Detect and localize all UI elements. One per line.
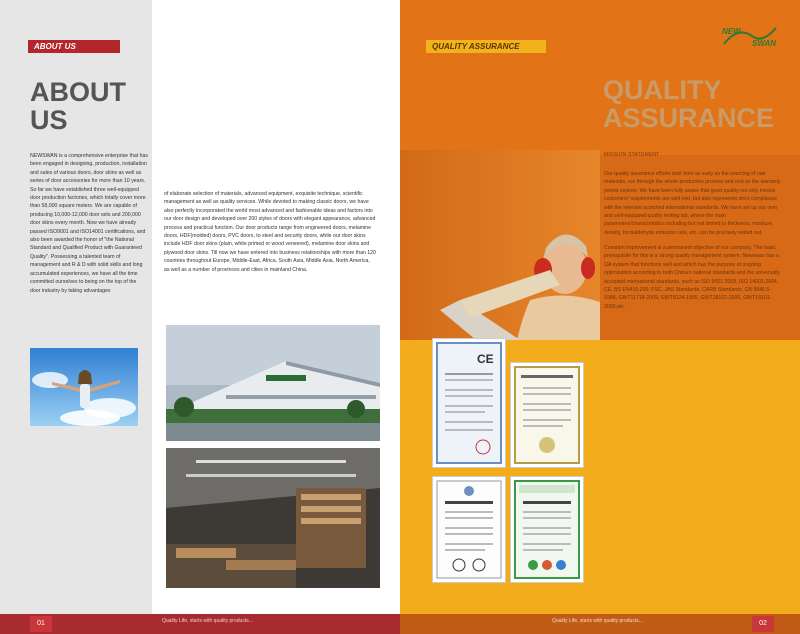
svg-text:NEW: NEW [722,27,741,36]
about-us-title [30,78,150,134]
about-text-column-2: of elaborate selection of materials, advanced equipment, exquisite technique, scientific management as well as quality services. While devoted to making classic doors, we have also perfectly incorporated the world most advanced and fashionable ideas and factors into our door design and developed over 200 styles of doors with elegant appearance, advanced process and practical function. Our door products range from engineered doors, melamine doors, HDF(molded) doors, PVC doors, to steel and security doors, while our door skins include HDF door skins (plain, white primed or wood veneered), melamine door skins and plywood door skins. Till now we have entered into business relationships with more than 120 countries throughout Europe, Middle-East, Africa, South Asia, Middle Asia, North America, as well as a number of provinces and cities in mainland China. [164,191,376,273]
woman-sky-photo [30,348,138,426]
title-line-2: US [30,105,68,135]
ce-certificate [432,338,506,468]
quality-assurance-tab: QUALITY ASSURANCE [426,40,546,53]
environmental-management-certificate [510,476,584,583]
title-line-1: QUALITY [603,75,722,105]
title-line-1: ABOUT [30,77,126,107]
registration-certificate-image [433,477,505,582]
mission-statement-heading: MISSION STATEMENT [604,152,660,158]
registration-certificate [432,476,506,583]
quality-paragraph-2: Constant improvement is a permanent objective of our company. The basic prerequisite for this is a strong quality management system. Newswan has a QA system that functions well and which has the purpose of ongoing optimization according to both China's national standards and the universally accepted international standards, such as ISO 9001:2008, ISO 14001:2004, CE, BS EN415:200, FSC, JAS Standards, CARB Standards, GB 9846.5-1988, GB/T11718-2009, GB/T8124-1995, GB/T18102-2000, GB/T18101-2000,etc. [604,245,781,310]
about-us-tab: ABOUT US [28,40,120,53]
quality-paragraph-1: Our quality assurance efforts start from as early as the sourcing of raw materials, run through the whole production process and end as the warranty period expires. We have been fully aware that good quality not only means customers' requirements are well met, but also represents strict compliance with the relevant accepted international standards. We have set up our own and well-equipped quality testing lab, where the main parameters/characteristics including but not limited to thickness, moisture, density, formaldehyde emission rate, etc. can be precisely tested out. [604,171,781,236]
factory-building-photo [166,325,380,441]
right-footer-bar [400,614,800,634]
title-line-2: ASSURANCE [603,103,775,133]
page-number-left: 01 [30,616,52,632]
quality-assurance-title [603,76,793,132]
about-text-column-1: NEWSWAN is a comprehensive enterprise that has been engaged in designing, production, installation and sales of various doors, door skins as well as series of door accessories for more than 10 years. So far we have established three well-equipped door production factories, which totally cover more than 58,000 square meters. We are capable of producing 10,000-12,000 door sets and 200,000 door skins every month. Now we have already passed ISO9001 and ISO14001 certifications, and also been awarded the honor of "the National Standard and Qualified Product with Guaranteed Quality". Possessing a talented team of management and R & D with solid skills and long accumulated experiences, we have all the time committed ourselves to being on the top of the door industry by taking advantages [30,153,149,294]
newswan-logo [718,22,782,48]
svg-text:SWAN: SWAN [752,39,776,48]
quality-system-certificate-image [511,363,583,467]
footer-slogan-left: Quality Life, starts with quality products... [162,618,253,624]
footer-slogan-right: Quality Life, starts with quality products... [552,618,643,624]
environmental-management-certificate-image [511,477,583,582]
page-number-right: 02 [752,616,774,632]
workshop-interior-photo [166,448,380,588]
left-footer-bar [0,614,400,634]
quality-system-certificate [510,362,584,468]
ce-certificate-image [433,339,505,467]
svg-text:CE: CE [477,352,494,366]
